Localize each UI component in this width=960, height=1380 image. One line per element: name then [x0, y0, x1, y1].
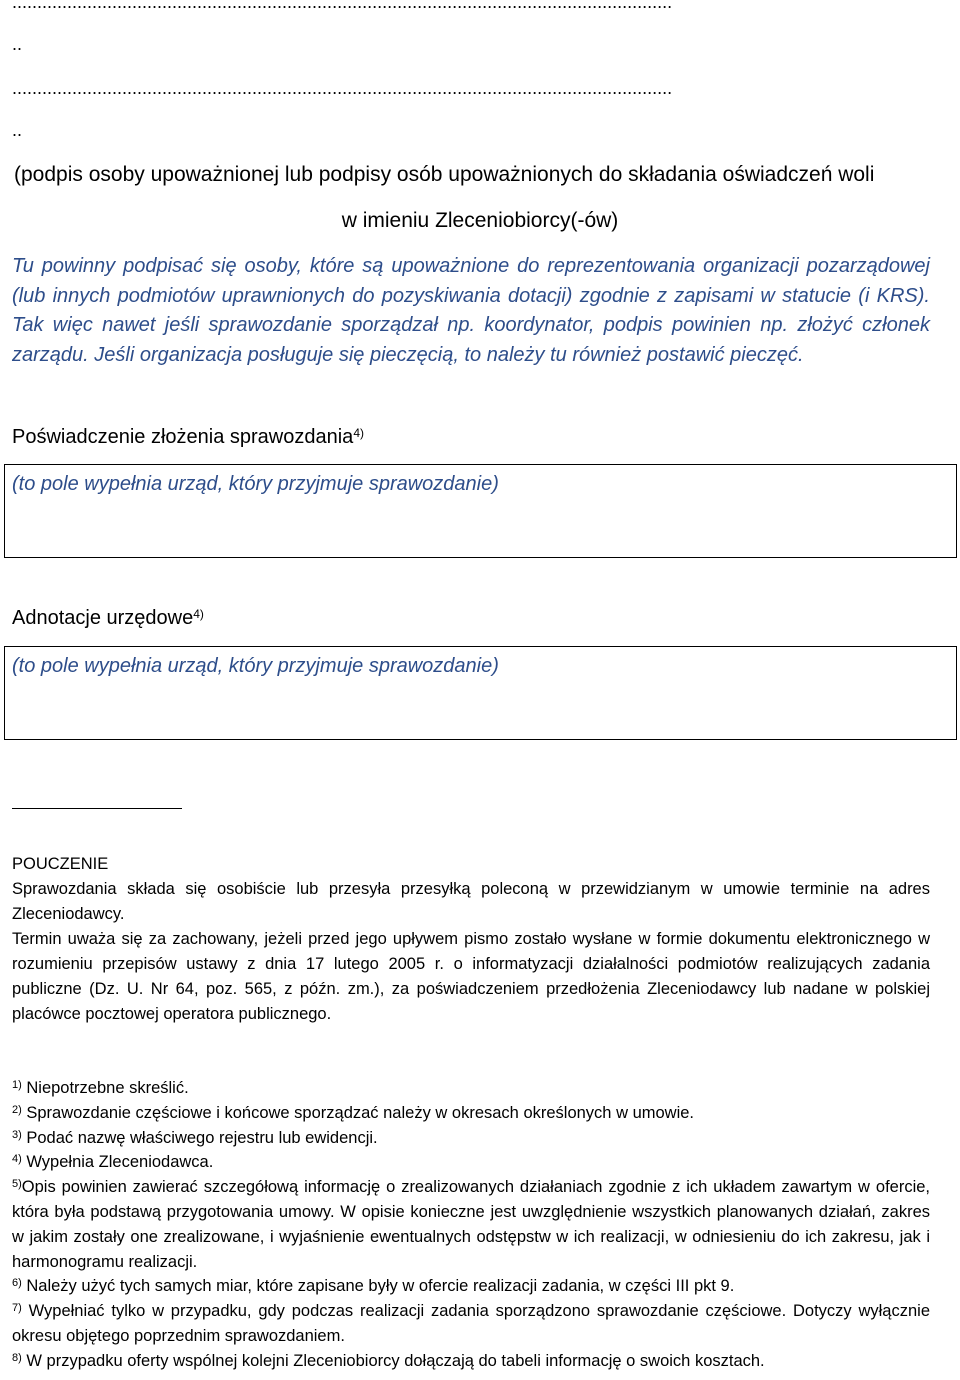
- signing-instruction-note: [12, 252, 930, 370]
- footnote-item: [12, 1274, 930, 1299]
- signing-instruction-text: Tu powinny podpisać się osoby, które są upoważnione do reprezentowania organizacji pozarządowej (lub innych podmiotów uprawnionych do pozyskiwania dotacji) zgodnie z zapisami w statucie (i KRS). Tak więc nawet jeśli sprawozdanie sporządzał np. koordynator, podpis powinien np. złożyć członek zarządu. Jeśli organizacja posługuje się pieczęcią, to należy tu również postawić pieczęć.: [12, 255, 930, 366]
- annotations-box[interactable]: [4, 646, 957, 740]
- instruction-paragraph: Termin uważa się za zachowany, jeżeli przed jego upływem pismo zostało wysłane w formie dokumentu elektronicznego w rozumieniu przepisów ustawy z dnia 17 lutego 2005 r. o informatyzacji działalności podmiotów realizujących zadania publiczne (Dz. U. Nr 64, poz. 565, z późn. zm.), za poświadczeniem przedłożenia Zleceniodawcy lub nadane w polskiej placówce pocztowej operatora publicznego.: [12, 930, 930, 1023]
- certification-box[interactable]: [4, 464, 957, 558]
- footnote-item: [12, 1349, 930, 1374]
- certification-box-note: (to pole wypełnia urząd, który przyjmuje sprawozdanie): [12, 473, 499, 495]
- signature-dots-continuation: ..: [12, 120, 23, 140]
- footnote-text: W przypadku oferty wspólnej kolejni Zleceniobiorcy dołączają do tabeli informację o swoich kosztach.: [21, 1351, 765, 1370]
- footnote-text: Wypełniać tylko w przypadku, gdy podczas realizacji zadania sporządzono sprawozdanie częściowe. Dotyczy wyłącznie okresu objętego poprzednim sprawozdaniem.: [12, 1302, 930, 1345]
- footnote-separator: [12, 808, 182, 809]
- footnote-number: 3): [12, 1128, 22, 1141]
- footnote-item: [12, 1076, 930, 1101]
- signature-dots-line: ....................................................................................................................................: [12, 0, 673, 12]
- footnote-number: 1): [12, 1079, 22, 1091]
- footnote-text: Opis powinien zawierać szczegółową informację o zrealizowanych działaniach zgodnie z ich układem zawartym w ofercie, która była podstawą przygotowania umowy. W opisie konieczne jest uwzględnienie wszystkich planowanych działań, zakres w jakim zostały one zrealizowane, i wyjaśnienie ewentualnych odstępstw w ich realizacji, w odniesieniu do ich zakresu, jak i harmonogramu realizacji.: [12, 1178, 930, 1271]
- footnote-number: 5): [12, 1178, 22, 1191]
- annotations-heading-text: Adnotacje urzędowe: [12, 607, 194, 629]
- footnote-text: Sprawozdanie częściowe i końcowe sporządzać należy w okresach określonych w umowie.: [21, 1103, 695, 1122]
- certification-heading: [12, 424, 364, 450]
- instruction-title: POUCZENIE: [12, 855, 109, 873]
- footnote-ref: 4): [353, 426, 364, 440]
- footnote-text: Wypełnia Zleceniodawca.: [21, 1153, 214, 1172]
- signature-dots-continuation: ..: [12, 34, 23, 54]
- footnote-item: [12, 1299, 930, 1349]
- instruction-section: [12, 852, 930, 1027]
- footnote-number: 8): [12, 1351, 22, 1364]
- footnote-item: [12, 1150, 930, 1175]
- footnote-text: Należy użyć tych samych miar, które zapisane były w ofercie realizacji zadania, w części III pkt 9.: [21, 1277, 735, 1296]
- footnote-number: 2): [12, 1103, 22, 1116]
- instruction-paragraph: Sprawozdania składa się osobiście lub przesyła przesyłką poleconą w przewidzianym w umowie terminie na adres Zleceniodawcy.: [12, 880, 930, 923]
- signature-dots-line: ....................................................................................................................................: [12, 78, 673, 98]
- signature-caption-continued: w imieniu Zleceniobiorcy(-ów): [341, 209, 619, 232]
- footnote-text: Podać nazwę właściwego rejestru lub ewidencji.: [21, 1128, 378, 1147]
- footnotes-list: [12, 1076, 930, 1374]
- footnote-number: 6): [12, 1277, 22, 1290]
- annotations-heading: [12, 605, 204, 631]
- certification-heading-text: Poświadczenie złożenia sprawozdania: [12, 426, 354, 448]
- footnote-item: [12, 1101, 930, 1126]
- footnote-number: 4): [12, 1153, 22, 1166]
- footnote-item: [12, 1126, 930, 1151]
- footnote-number: 7): [12, 1302, 22, 1315]
- footnote-item: [12, 1175, 930, 1274]
- signature-caption: (podpis osoby upoważnionej lub podpisy osób upoważnionych do składania oświadczeń woli: [14, 163, 875, 186]
- footnote-ref: 4): [193, 607, 204, 621]
- annotations-box-note: (to pole wypełnia urząd, który przyjmuje sprawozdanie): [12, 655, 499, 677]
- footnote-text: Niepotrzebne skreślić.: [21, 1079, 189, 1097]
